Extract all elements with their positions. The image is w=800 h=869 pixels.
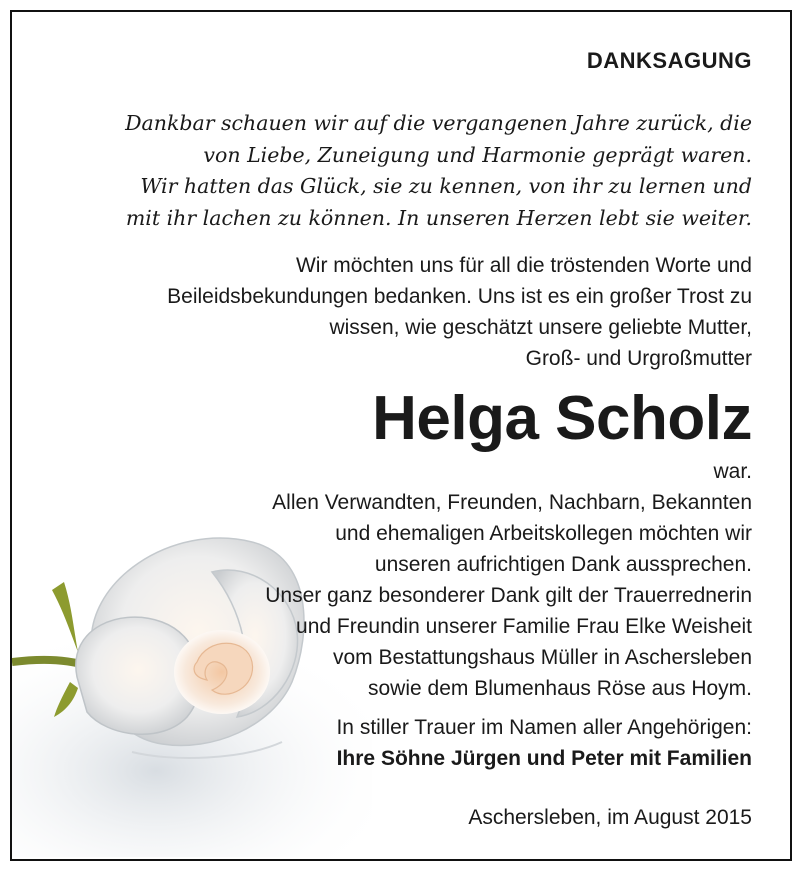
thanks-line: Beileidsbekundungen bedanken. Uns ist es ein großer Trost zu <box>167 285 752 308</box>
signature-block <box>32 712 752 774</box>
gratitude-text <box>32 456 752 704</box>
thanks-text <box>32 250 752 374</box>
gratitude-line: sowie dem Blumenhaus Röse aus Hoym. <box>367 677 752 700</box>
after-name-word: war. <box>713 460 752 483</box>
gratitude-line: und Freundin unserer Familie Frau Elke Weisheit <box>296 615 752 638</box>
thanks-line: Wir möchten uns für all die tröstenden Worte und <box>295 254 752 277</box>
intro-line: mit ihr lachen zu können. In unseren Herzen lebt sie weiter. <box>125 205 752 230</box>
gratitude-line: und ehemaligen Arbeitskollegen möchten wir <box>335 522 752 545</box>
gratitude-line: unseren aufrichtigen Dank aussprechen. <box>374 553 752 576</box>
gratitude-line: Unser ganz besonderer Dank gilt der Trauerrednerin <box>265 584 752 607</box>
place-date <box>32 802 752 833</box>
obituary-notice <box>10 10 792 861</box>
deceased-name: Helga Scholz <box>372 384 752 453</box>
intro-line: von Liebe, Zuneigung und Harmonie geprägt waren. <box>203 142 752 167</box>
gratitude-line: vom Bestattungshaus Müller in Aschersleben <box>332 646 752 669</box>
place-date-text: Aschersleben, im August 2015 <box>468 806 752 829</box>
title-danksagung: DANKSAGUNG <box>586 48 752 73</box>
family-line: Ihre Söhne Jürgen und Peter mit Familien <box>336 747 752 770</box>
intro-line: Wir hatten das Glück, sie zu kennen, von ihr zu lernen und <box>140 174 752 198</box>
intro-line: Dankbar schauen wir auf die vergangenen Jahre zurück, die <box>125 111 752 135</box>
thanks-line: wissen, wie geschätzt unsere geliebte Mutter, <box>329 316 752 339</box>
thanks-line: Groß- und Urgroßmutter <box>525 347 752 370</box>
gratitude-line: Allen Verwandten, Freunden, Nachbarn, Bekannten <box>272 491 752 514</box>
intro-text <box>52 108 752 234</box>
mourning-line: In stiller Trauer im Namen aller Angehörigen: <box>336 716 752 739</box>
